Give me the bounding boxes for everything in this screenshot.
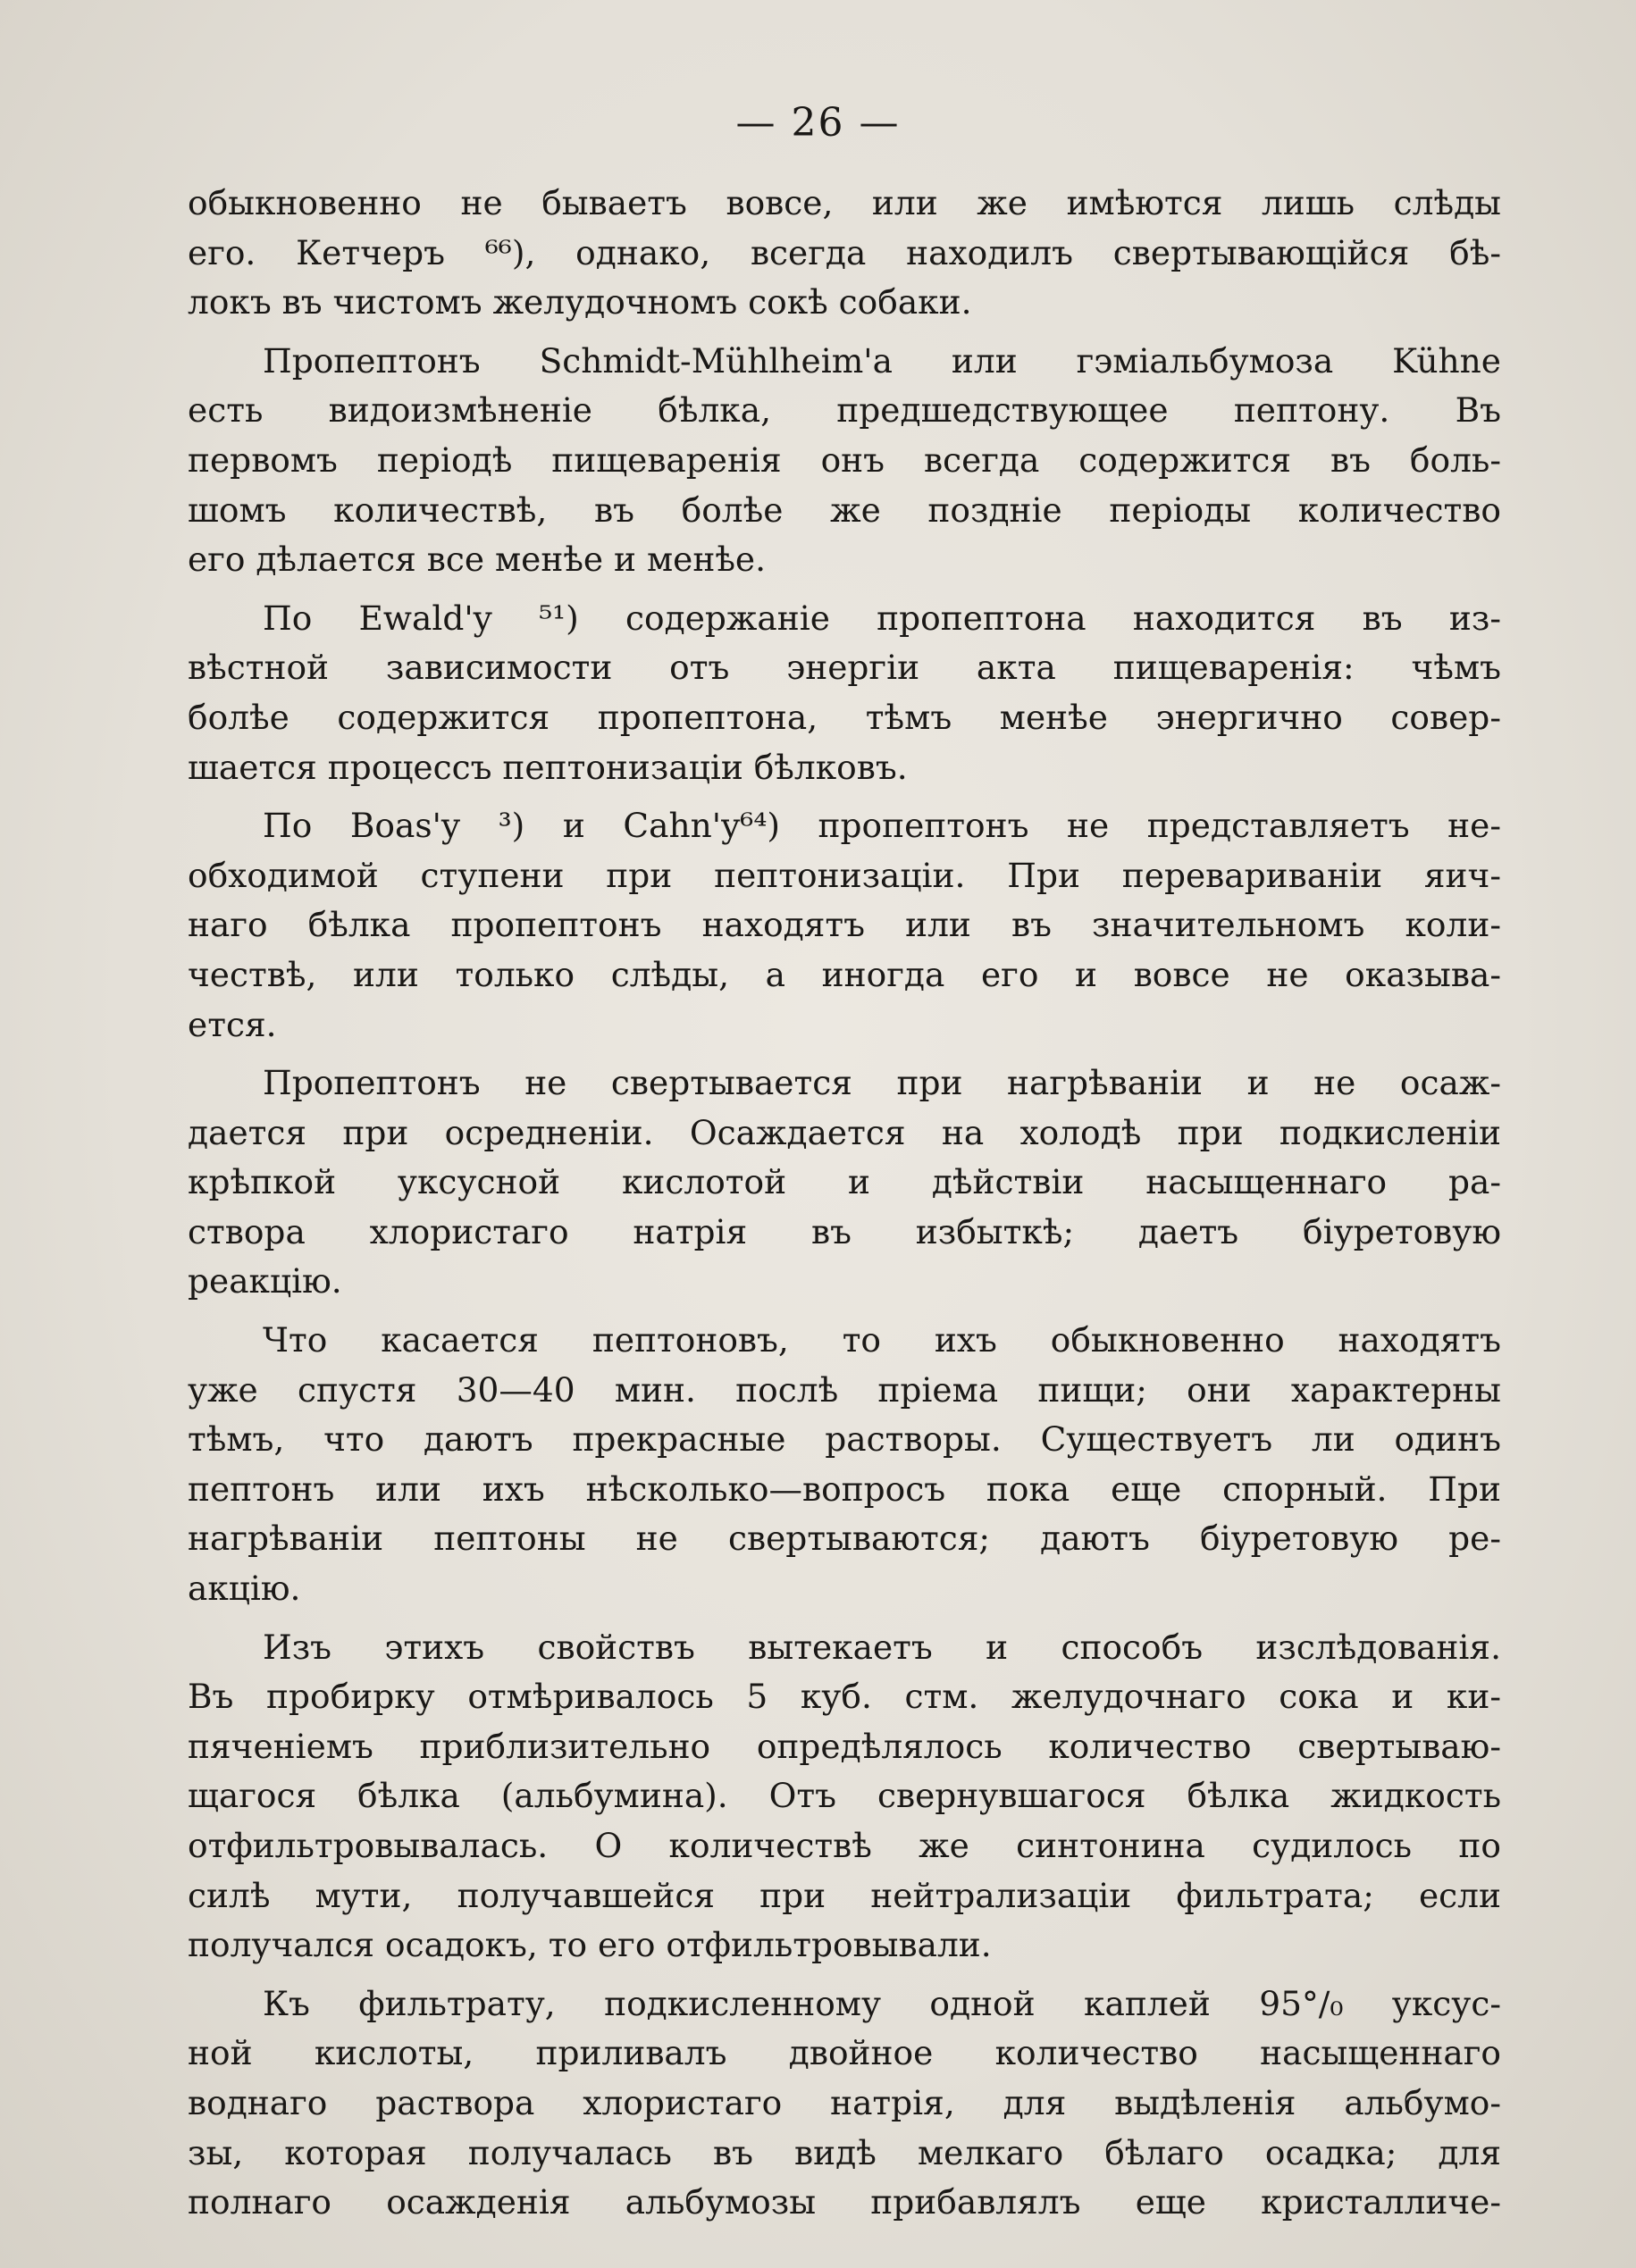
text-line: зы, которая получалась въ видѣ мелкаго бѣлаго осадка; для — [188, 2132, 1501, 2172]
text-line: есть видоизмѣненіе бѣлка, предшедствующее пептону. Въ — [188, 390, 1501, 431]
text-line: силѣ мути, получавшейся при нейтрализаціи фильтрата; если — [188, 1875, 1501, 1915]
paragraph — [188, 1623, 1501, 1971]
text-line: дается при осредненіи. Осаждается на холодѣ при подкисленіи — [188, 1112, 1501, 1152]
paragraph — [188, 1059, 1501, 1307]
page-body — [188, 179, 1501, 2237]
text-line: обыкновенно не бываетъ вовсе, или же имѣются лишь слѣды — [188, 183, 1501, 222]
page-number: — 26 — — [735, 100, 901, 146]
text-line: полнаго осажденія альбумозы прибавлялъ еще кристалличе- — [188, 2182, 1501, 2222]
text-line: его дѣлается все менѣе и менѣе. — [188, 540, 767, 580]
paragraph — [188, 179, 1501, 328]
text-line: болѣе содержится пропептона, тѣмъ менѣе энергично совер- — [188, 697, 1501, 737]
paragraph — [188, 337, 1501, 585]
text-line: Изъ этихъ свойствъ вытекаетъ и способъ изслѣдованія. — [263, 1627, 1501, 1667]
text-line: его. Кетчеръ ⁶⁶), однако, всегда находилъ свертывающійся бѣ- — [188, 232, 1501, 272]
text-line: нагрѣваніи пептоны не свертываются; даютъ біуретовую ре- — [188, 1519, 1501, 1559]
text-line: первомъ періодѣ пищеваренія онъ всегда содержится въ боль- — [188, 439, 1501, 480]
text-line: вѣстной зависимости отъ энергіи акта пищеваренія: чѣмъ — [188, 648, 1501, 688]
text-line: По Boas'y ³) и Cahn'y⁶⁴) пропептонъ не представляетъ не- — [263, 806, 1501, 846]
text-line: реакцію. — [188, 1261, 342, 1301]
text-line: наго бѣлка пропептонъ находятъ или въ значительномъ коли- — [188, 905, 1501, 945]
paragraph — [188, 594, 1501, 792]
paragraph — [188, 1979, 1501, 2228]
text-line: чествѣ, или только слѣды, а иногда его и вовсе не оказыва- — [188, 954, 1501, 994]
text-line: ется. — [188, 1004, 277, 1044]
text-line: отфильтровывалась. О количествѣ же синтонина судилось по — [188, 1826, 1501, 1865]
text-line: шается процессъ пептонизаціи бѣлковъ. — [188, 747, 908, 787]
text-line: воднаго раствора хлористаго натрія, для выдѣленія альбумо- — [188, 2082, 1501, 2122]
text-line: уже спустя 30—40 мин. послѣ пріема пищи; они характерны — [188, 1369, 1501, 1410]
text-line: получался осадокъ, то его отфильтровывали. — [188, 1925, 992, 1965]
text-line: локъ въ чистомъ желудочномъ сокѣ собаки. — [188, 282, 972, 322]
text-line: Что касается пептоновъ, то ихъ обыкновенно находятъ — [263, 1320, 1501, 1360]
text-line: шомъ количествѣ, въ болѣе же позднiе періоды количество — [188, 490, 1501, 530]
text-line: пептонъ или ихъ нѣсколько—вопросъ пока еще спорный. При — [188, 1469, 1501, 1509]
paragraph — [188, 801, 1501, 1050]
text-line: ной кислоты, приливалъ двойное количество насыщеннаго — [188, 2033, 1501, 2073]
paragraph — [188, 1316, 1501, 1614]
text-line: обходимой ступени при пептонизаціи. При переваривaніи яич- — [188, 855, 1501, 895]
text-line: акцію. — [188, 1569, 301, 1609]
text-line: По Ewald'y ⁵¹) содержаніе пропептона находится въ из- — [263, 598, 1501, 638]
text-line: тѣмъ, что даютъ прекрасные растворы. Существуетъ ли одинъ — [188, 1419, 1501, 1460]
text-line: крѣпкой уксусной кислотой и дѣйствіи насыщеннаго ра- — [188, 1162, 1501, 1202]
text-line: щагося бѣлка (альбумина). Отъ свернувшагося бѣлка жидкость — [188, 1776, 1501, 1816]
text-line: пяченіемъ приблизительно опредѣлялось количество свертываю- — [188, 1726, 1501, 1766]
text-line: Къ фильтрату, подкисленному одной каплей 95°/₀ уксус- — [263, 1983, 1501, 2023]
text-line: Пропептонъ Schmidt-Mühlheim'a или гэміальбумоза Kühne — [263, 340, 1501, 381]
text-line: створа хлористаго натрія въ избыткѣ; даетъ біуретовую — [188, 1211, 1501, 1251]
text-line: Пропептонъ не свертывается при нагрѣваніи и не осаж- — [263, 1063, 1501, 1103]
text-line: Въ пробирку отмѣривалось 5 куб. стм. желудочнаго сока и ки- — [188, 1677, 1501, 1717]
